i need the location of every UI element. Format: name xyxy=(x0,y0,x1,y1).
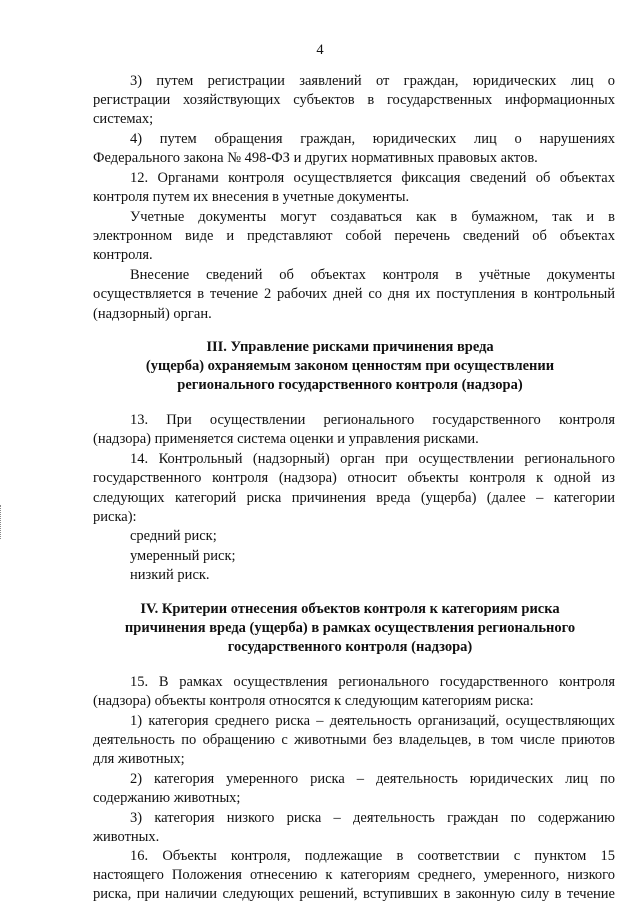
text-line: контроля. xyxy=(93,247,153,263)
section-heading: государственного контроля (надзора) xyxy=(227,639,473,655)
text-line: 13. При осуществлении регионального государственного контроля xyxy=(130,412,615,428)
text-line: следующих категорий риска причинения вреда (ущерба) (далее – категории xyxy=(93,490,615,506)
list-item: низкий риск. xyxy=(130,567,210,583)
text-line: контроля путем их внесения в учетные документы. xyxy=(93,189,410,205)
text-line: 3) путем регистрации заявлений от граждан, юридических лиц о xyxy=(130,73,615,89)
text-line: регистрации хозяйствующих субъектов в государственных информационных xyxy=(93,92,615,108)
section-heading: регионального государственного контроля (надзора) xyxy=(177,377,523,393)
text-line: системах; xyxy=(93,111,154,127)
text-line: Внесение сведений об объектах контроля в учётные документы xyxy=(130,267,615,283)
text-line: настоящего Положения отнесению к категориям среднего, умеренного, низкого xyxy=(93,867,615,883)
text-line: 12. Органами контроля осуществляется фиксация сведений об объектах xyxy=(130,170,615,186)
text-line: для животных; xyxy=(93,751,185,767)
text-line: риска): xyxy=(93,509,137,525)
list-item: умеренный риск; xyxy=(130,548,236,564)
text-line: электронном виде и представляют собой перечень сведений об объектах xyxy=(93,228,615,244)
text-line: Федерального закона № 498-ФЗ и других нормативных правовых актов. xyxy=(93,150,538,166)
text-line: 4) путем обращения граждан, юридических лиц о нарушениях xyxy=(130,131,615,147)
text-line: Учетные документы могут создаваться как в бумажном, так и в xyxy=(130,209,615,225)
text-line: 14. Контрольный (надзорный) орган при осуществлении регионального xyxy=(130,451,615,467)
text-line: риска, при наличии следующих решений, вступивших в законную силу в течение xyxy=(93,886,615,902)
text-line: (надзорный) орган. xyxy=(93,306,212,322)
text-line: 16. Объекты контроля, подлежащие в соответствии с пунктом 15 xyxy=(130,848,615,864)
text-line: содержанию животных; xyxy=(93,790,241,806)
text-line: 2) категория умеренного риска – деятельность юридических лиц по xyxy=(130,771,615,787)
page-number: 4 xyxy=(316,42,324,58)
text-line: (надзора) объекты контроля относятся к следующим категориям риска: xyxy=(93,693,534,709)
text-line: животных. xyxy=(93,829,160,845)
text-line: деятельность по обращению с животными без владельцев, в том числе приютов xyxy=(93,732,615,748)
section-heading: (ущерба) охраняемым законом ценностям при осуществлении xyxy=(145,358,555,374)
list-item: средний риск; xyxy=(130,528,217,544)
section-heading: причинения вреда (ущерба) в рамках осуществления регионального xyxy=(124,620,576,636)
section-heading: III. Управление рисками причинения вреда xyxy=(206,339,494,355)
text-line: осуществляется в течение 2 рабочих дней со дня их поступления в контрольный xyxy=(93,286,615,302)
text-line: государственного контроля (надзора) относит объекты контроля к одной из xyxy=(93,470,615,486)
scan-edge-mark xyxy=(0,505,4,539)
section-heading: IV. Критерии отнесения объектов контроля к категориям риска xyxy=(140,601,560,617)
text-line: 3) категория низкого риска – деятельность граждан по содержанию xyxy=(130,810,615,826)
text-line: 1) категория среднего риска – деятельность организаций, осуществляющих xyxy=(130,713,615,729)
text-line: 15. В рамках осуществления регионального государственного контроля xyxy=(130,674,615,690)
text-line: (надзора) применяется система оценки и управления рисками. xyxy=(93,431,479,447)
